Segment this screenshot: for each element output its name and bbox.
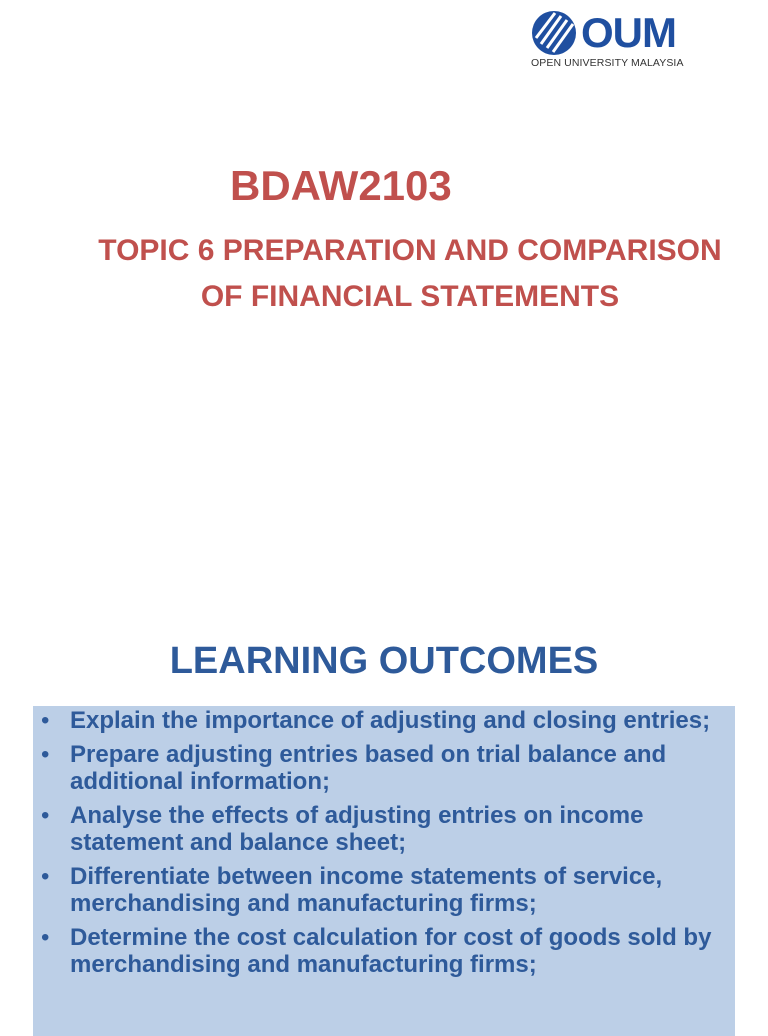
topic-line-2: OF FINANCIAL STATEMENTS [200, 280, 620, 313]
outcome-item: • Analyse the effects of adjusting entries on income statement and balance sheet; [33, 802, 721, 856]
outcome-item: • Explain the importance of adjusting and closing entries; [33, 707, 721, 734]
outcome-item: • Determine the cost calculation for cost of goods sold by merchandising and manufacturing firms; [33, 924, 721, 978]
oum-logo [531, 8, 691, 72]
oum-globe-icon [531, 10, 577, 56]
learning-outcomes-title: LEARNING OUTCOMES [169, 640, 599, 682]
topic-line-1: TOPIC 6 PREPARATION AND COMPARISON [98, 234, 722, 267]
logo-tagline: OPEN UNIVERSITY MALAYSIA [531, 57, 684, 69]
logo-name: OUM [581, 9, 676, 56]
course-code: BDAW2103 [230, 162, 452, 209]
outcome-item: • Differentiate between income statements of service, merchandising and manufacturing firms; [33, 863, 721, 917]
topic-title [70, 228, 750, 320]
learning-outcomes-list [33, 707, 721, 978]
learning-outcomes-box [33, 706, 735, 1036]
outcome-item: • Prepare adjusting entries based on trial balance and additional information; [33, 741, 721, 795]
